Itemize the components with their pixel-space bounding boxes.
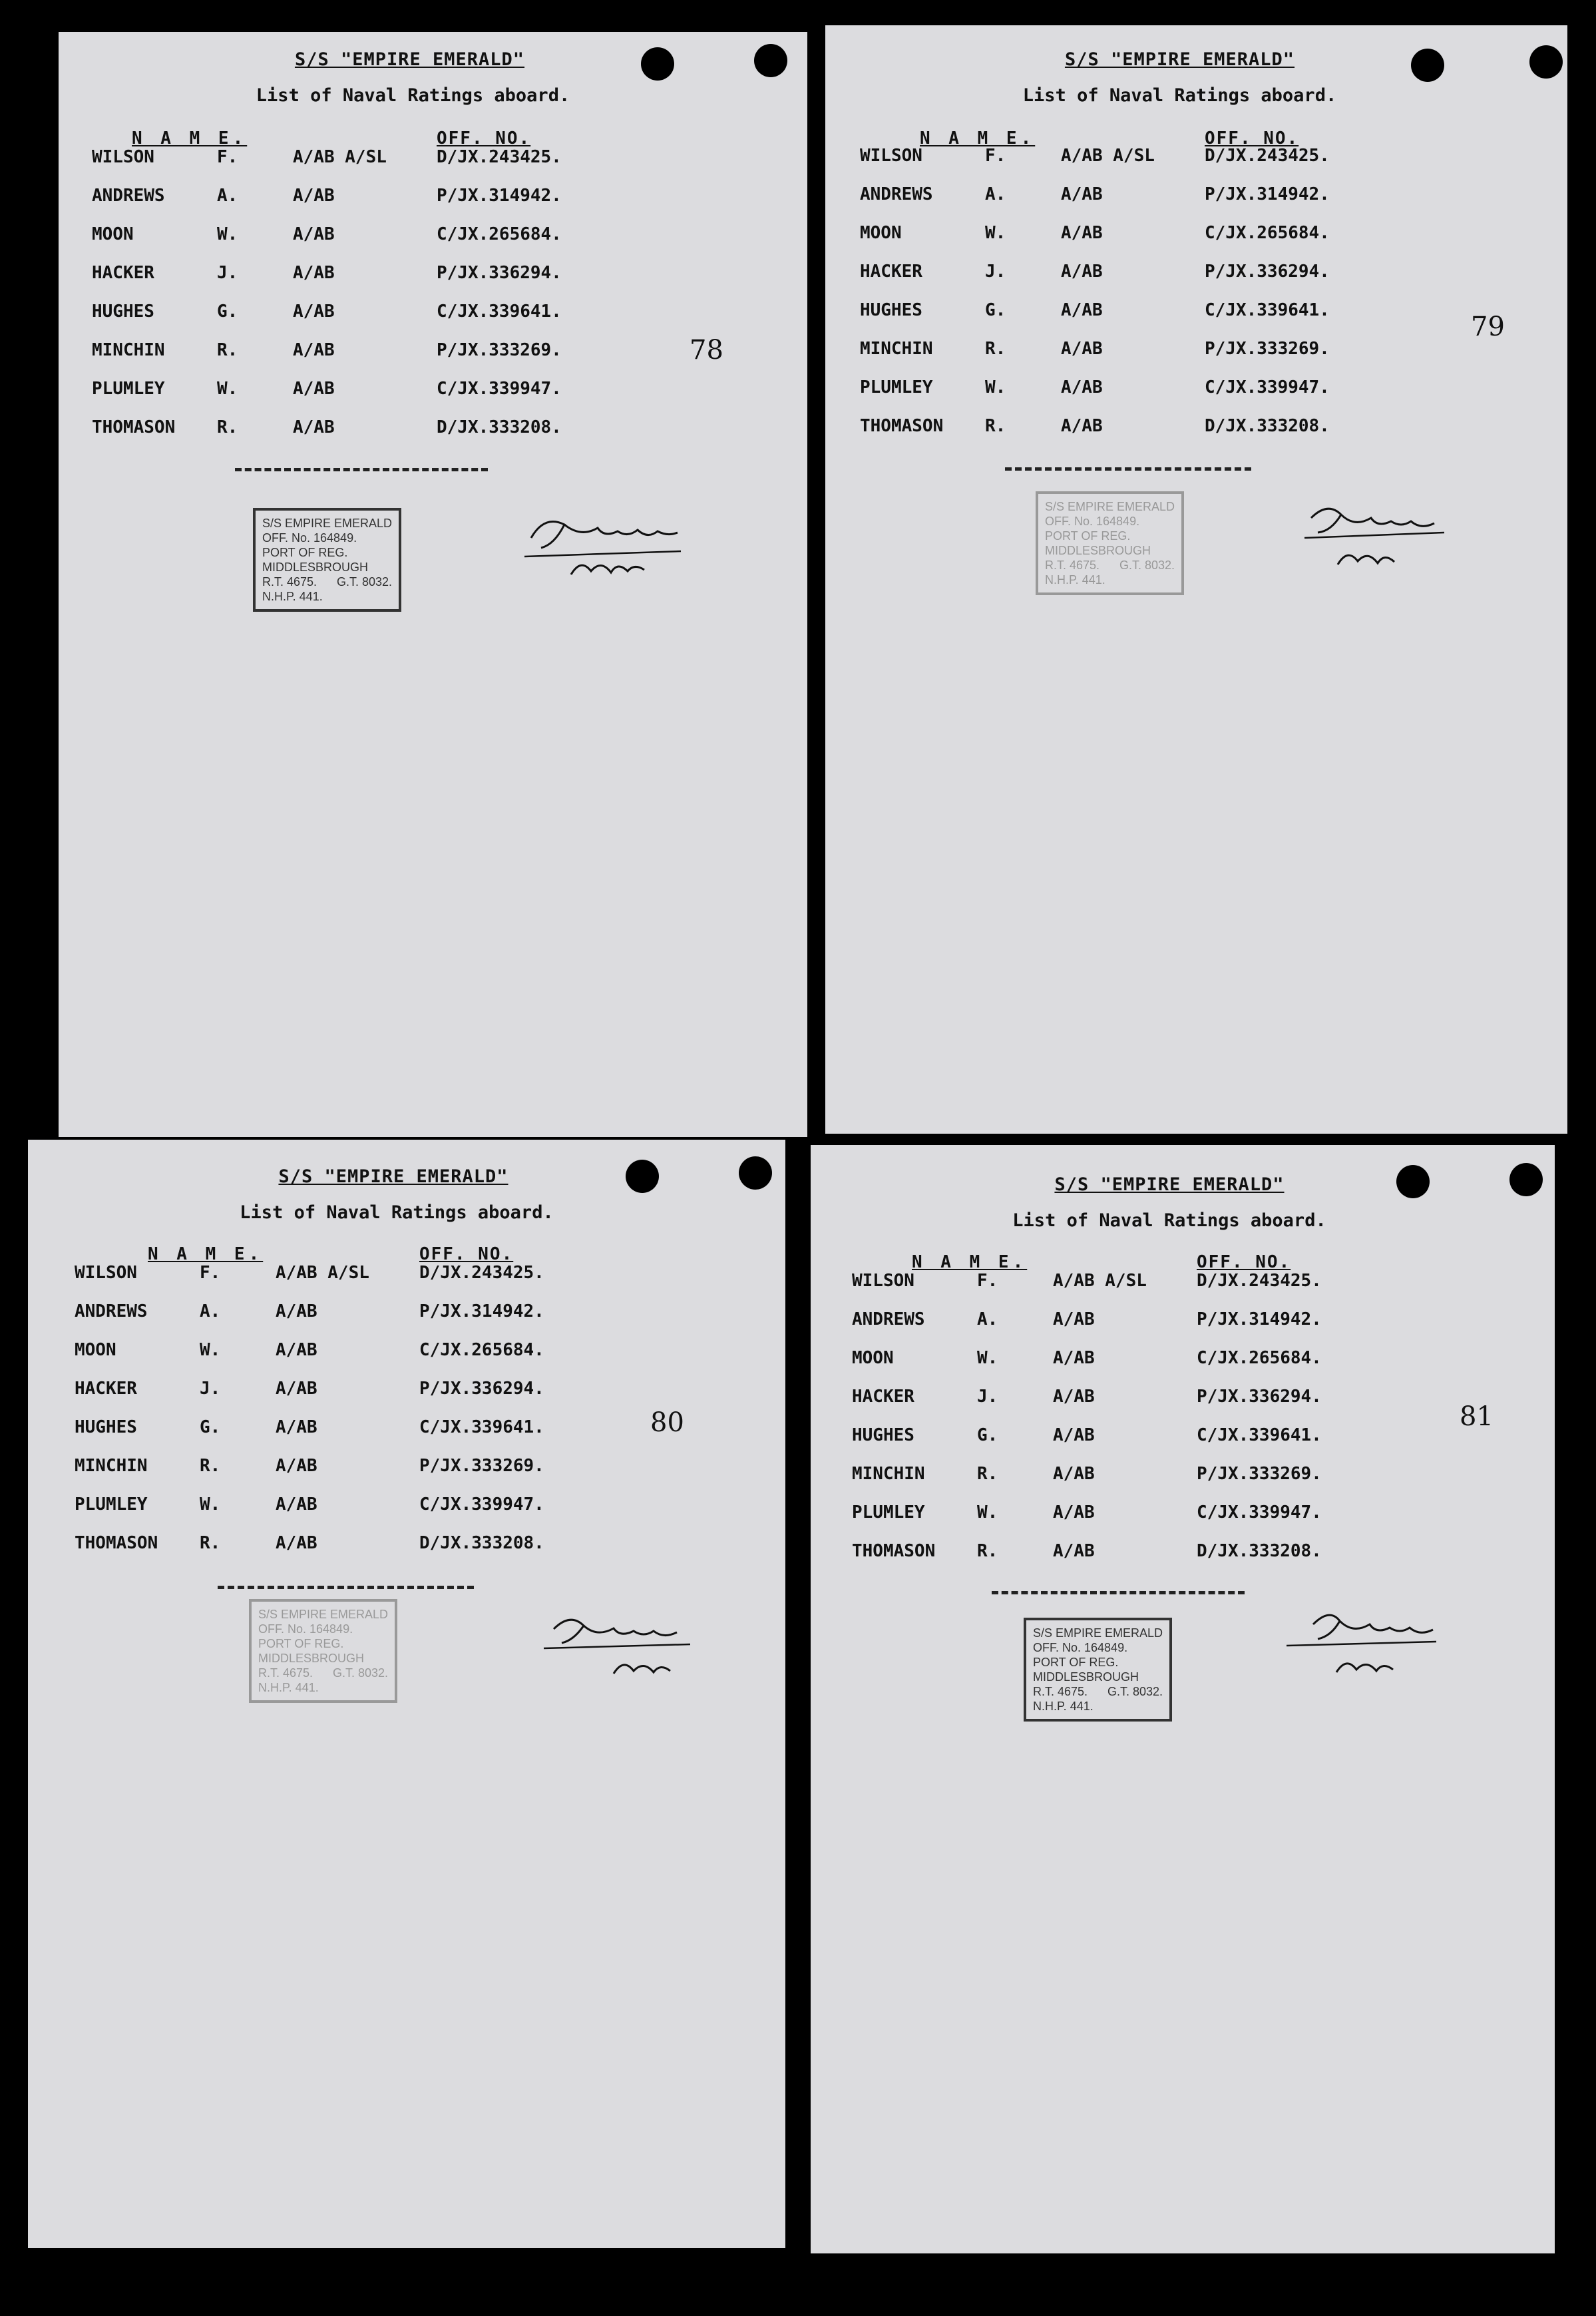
list-subtitle: List of Naval Ratings aboard. xyxy=(1022,85,1337,106)
ship-title: S/S "EMPIRE EMERALD" xyxy=(1054,1174,1285,1195)
name-header: N A M E. xyxy=(920,128,1036,148)
ship-title: S/S "EMPIRE EMERALD" xyxy=(1064,49,1295,70)
off-no-header: OFF. NO. xyxy=(419,1244,514,1264)
document-page-79: S/S "EMPIRE EMERALD" List of Naval Ratings aboard. N A M E. OFF. NO. WILSON F. A/AB A/SL D/JX.243425. ANDREWS A. A/AB P/JX.314942. MOON W. A/AB C/JX.265684. HACKER J. A/AB P/JX.336294. HUGHES G. A/AB C/JX.339641. MINCHIN R. A/AB P/JX.333269. PLUMLEY W. A/AB C/JX.339947. THOMASON R. A/AB D/JX.333208. 79 S/S EMPIRE EMERALD OFF. No. 164849. PORT OF REG. MIDDLESBROUGH R.T. 4675. G.T. 8032. N.H.P. 441. xyxy=(825,25,1567,1134)
divider-line xyxy=(992,1591,1245,1594)
divider-line xyxy=(1005,467,1251,471)
ship-stamp: S/S EMPIRE EMERALD OFF. No. 164849. PORT OF REG. MIDDLESBROUGH R.T. 4675. G.T. 8032. N.H.P. 441. xyxy=(249,1599,397,1703)
column-header-row xyxy=(860,125,1459,152)
master-signature xyxy=(1291,491,1464,578)
divider-line xyxy=(218,1586,474,1589)
column-header-row xyxy=(852,1249,1451,1275)
divider-line xyxy=(235,468,488,471)
master-signature xyxy=(518,498,691,584)
off-no-header: OFF. NO. xyxy=(1197,1252,1291,1272)
column-header-row xyxy=(92,125,691,152)
list-subtitle: List of Naval Ratings aboard. xyxy=(1012,1210,1326,1231)
master-signature xyxy=(534,1599,707,1686)
page-number: 78 xyxy=(690,335,723,365)
ship-title: S/S "EMPIRE EMERALD" xyxy=(278,1166,508,1187)
list-subtitle: List of Naval Ratings aboard. xyxy=(256,85,570,106)
column-header-row xyxy=(75,1241,674,1268)
off-no-header: OFF. NO. xyxy=(1205,128,1299,148)
off-no-header: OFF. NO. xyxy=(437,128,531,148)
document-page-80: S/S "EMPIRE EMERALD" List of Naval Ratings aboard. N A M E. OFF. NO. WILSON F. A/AB A/SL D/JX.243425. ANDREWS A. A/AB P/JX.314942. MOON W. A/AB C/JX.265684. HACKER J. A/AB P/JX.336294. HUGHES G. A/AB C/JX.339641. MINCHIN R. A/AB P/JX.333269. PLUMLEY W. A/AB C/JX.339947. THOMASON R. A/AB D/JX.333208. 80 S/S EMPIRE EMERALD OFF. No. 164849. PORT OF REG. MIDDLESBROUGH R.T. 4675. G.T. 8032. N.H.P. 441. xyxy=(28,1140,785,2248)
ship-stamp: S/S EMPIRE EMERALD OFF. No. 164849. PORT OF REG. MIDDLESBROUGH R.T. 4675. G.T. 8032. N.H.P. 441. xyxy=(253,508,401,612)
name-header: N A M E. xyxy=(148,1244,264,1264)
page-number: 81 xyxy=(1460,1401,1494,1432)
ship-stamp: S/S EMPIRE EMERALD OFF. No. 164849. PORT OF REG. MIDDLESBROUGH R.T. 4675. G.T. 8032. N.H.P. 441. xyxy=(1036,491,1184,595)
page-number: 80 xyxy=(650,1407,684,1438)
ship-title: S/S "EMPIRE EMERALD" xyxy=(294,49,525,70)
list-subtitle: List of Naval Ratings aboard. xyxy=(240,1202,554,1223)
page-number: 79 xyxy=(1471,312,1505,342)
ship-stamp: S/S EMPIRE EMERALD OFF. No. 164849. PORT OF REG. MIDDLESBROUGH R.T. 4675. G.T. 8032. N.H.P. 441. xyxy=(1024,1618,1172,1722)
document-page-78: S/S "EMPIRE EMERALD" List of Naval Ratings aboard. N A M E. OFF. NO. WILSON F. A/AB A/SL D/JX.243425. ANDREWS A. A/AB P/JX.314942. MOON W. A/AB C/JX.265684. HACKER J. A/AB P/JX.336294. HUGHES G. A/AB C/JX.339641. MINCHIN R. A/AB P/JX.333269. PLUMLEY W. A/AB C/JX.339947. THOMASON R. A/AB D/JX.333208. 78 S/S EMPIRE EMERALD OFF. No. 164849. PORT OF REG. MIDDLESBROUGH R.T. 4675. G.T. 8032. N.H.P. 441. xyxy=(59,32,807,1137)
master-signature xyxy=(1277,1598,1450,1684)
name-header: N A M E. xyxy=(912,1252,1028,1272)
name-header: N A M E. xyxy=(132,128,248,148)
document-page-81: S/S "EMPIRE EMERALD" List of Naval Ratings aboard. N A M E. OFF. NO. WILSON F. A/AB A/SL D/JX.243425. ANDREWS A. A/AB P/JX.314942. MOON W. A/AB C/JX.265684. HACKER J. A/AB P/JX.336294. HUGHES G. A/AB C/JX.339641. MINCHIN R. A/AB P/JX.333269. PLUMLEY W. A/AB C/JX.339947. THOMASON R. A/AB D/JX.333208. 81 S/S EMPIRE EMERALD OFF. No. 164849. PORT OF REG. MIDDLESBROUGH R.T. 4675. G.T. 8032. N.H.P. 441. xyxy=(811,1145,1555,2253)
